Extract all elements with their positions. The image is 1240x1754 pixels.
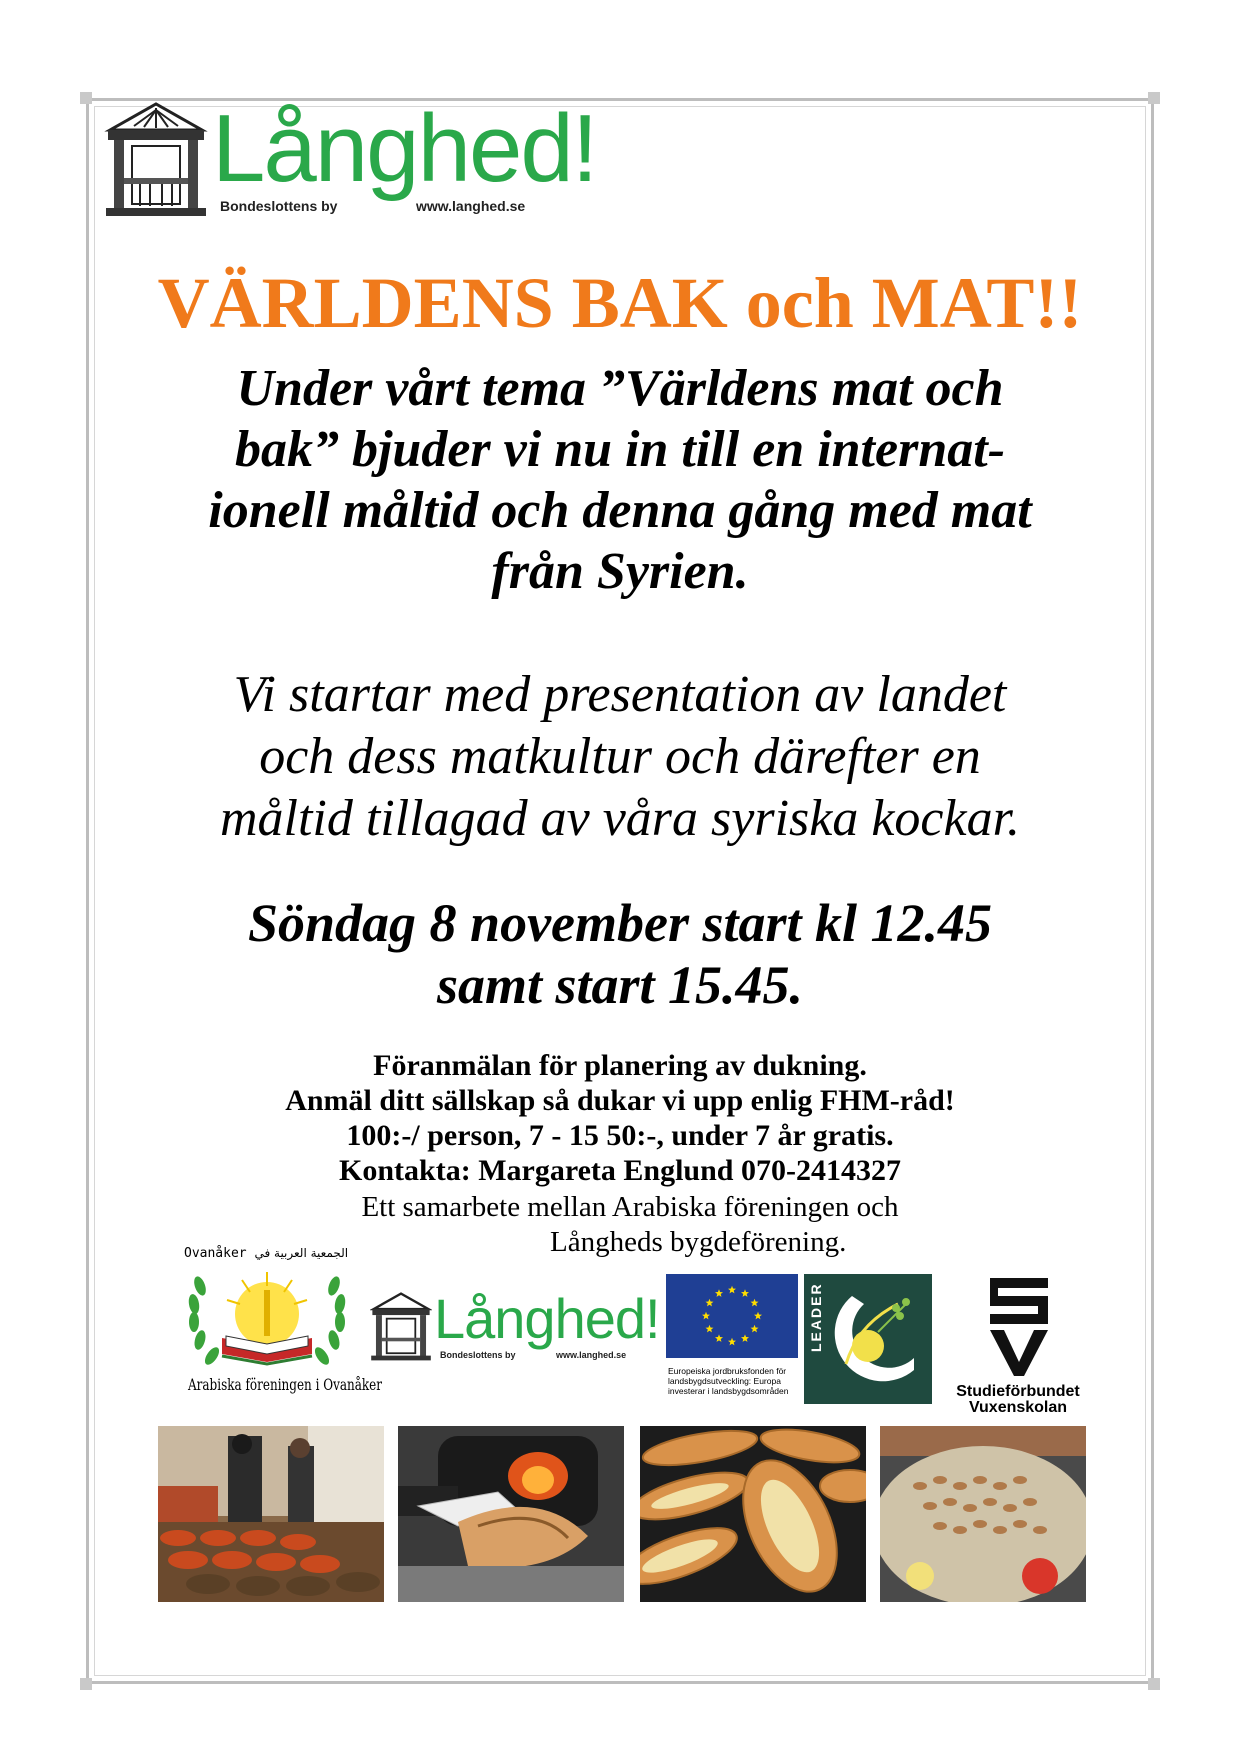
laurel-book-icon [182, 1266, 352, 1376]
leader-text: LEADER [808, 1282, 824, 1352]
header-logo [104, 95, 597, 220]
eu-caption: Europeiska jordbruksfonden för landsbygdsutveckling: Europa investerar i landsbygdsområden [668, 1366, 789, 1396]
sv-logo [938, 1274, 1098, 1414]
info-line: 100:-/ person, 7 - 15 50:-, under 7 år gratis. [346, 1119, 894, 1152]
leader-logo [804, 1274, 932, 1404]
collaboration-line: Långheds bygdeförening. [550, 1226, 847, 1258]
langhed-small-logo [370, 1287, 660, 1370]
page-title: VÄRLDENS BAK och MAT!! [157, 263, 1083, 343]
photo-oven-bread [398, 1426, 624, 1602]
brand-url: www.langhed.se [556, 1350, 627, 1360]
leader-emblem-icon [828, 1284, 928, 1394]
event-dates [140, 892, 1100, 1016]
brand-name: Långhed! [212, 95, 597, 202]
info-line: Föranmälan för planering av dukning. [373, 1049, 867, 1082]
corner-ornament [1148, 1678, 1160, 1690]
brand-name: Långhed! [434, 1287, 660, 1350]
corner-ornament [80, 92, 92, 104]
date-line: samt start 15.45. [436, 955, 804, 1015]
sv-line2: Vuxenskolan [968, 1399, 1068, 1416]
eu-logo [666, 1274, 800, 1404]
date-line: Söndag 8 november start kl 12.45 [247, 893, 993, 953]
brand-url: www.langhed.se [416, 198, 526, 214]
collaboration-line: Ett samarbete mellan Arabiska föreningen och [361, 1191, 899, 1223]
eu-flag-icon [666, 1274, 798, 1358]
description-line: och dess matkultur och därefter en [259, 728, 981, 785]
intro-line: bak” bjuder vi nu in till en internat- [234, 421, 1006, 478]
pavilion-icon [104, 100, 208, 220]
intro-text [140, 358, 1100, 602]
contact-line: Kontakta: Margareta Englund 070-2414327 [339, 1154, 901, 1187]
brand-tagline: Bondeslottens by [440, 1350, 516, 1360]
info-line: Anmäl ditt sällskap så dukar vi upp enlig FHM-råd! [285, 1084, 955, 1117]
intro-line: Under vårt tema ”Världens mat och [236, 360, 1004, 417]
arabic-logo-bottom: Arabiska föreningen i Ovanåker [188, 1375, 383, 1395]
intro-line: från Syrien. [491, 543, 749, 600]
photo-pide-breads [640, 1426, 866, 1602]
sv-emblem-icon [984, 1274, 1054, 1378]
brand-tagline: Bondeslottens by [220, 198, 338, 214]
intro-line: ionell måltid och denna gång med mat [208, 482, 1032, 539]
collaboration-text [300, 1190, 960, 1260]
corner-ornament [80, 1678, 92, 1690]
description-line: måltid tillagad av våra syriska kockar. [219, 790, 1021, 847]
description-line: Vi startar med presentation av landet [233, 666, 1007, 723]
arabic-logo-top: Ovanåker الجمعية العربية في [184, 1246, 349, 1261]
arabic-association-logo [182, 1244, 383, 1404]
sv-line1: Studieförbundet [956, 1383, 1080, 1400]
pavilion-icon [370, 1290, 432, 1364]
photo-bakery-kitchen [158, 1426, 384, 1602]
registration-info [160, 1048, 1080, 1188]
description-text [140, 664, 1100, 850]
corner-ornament [1148, 92, 1160, 104]
photo-rice-dish [880, 1426, 1086, 1602]
